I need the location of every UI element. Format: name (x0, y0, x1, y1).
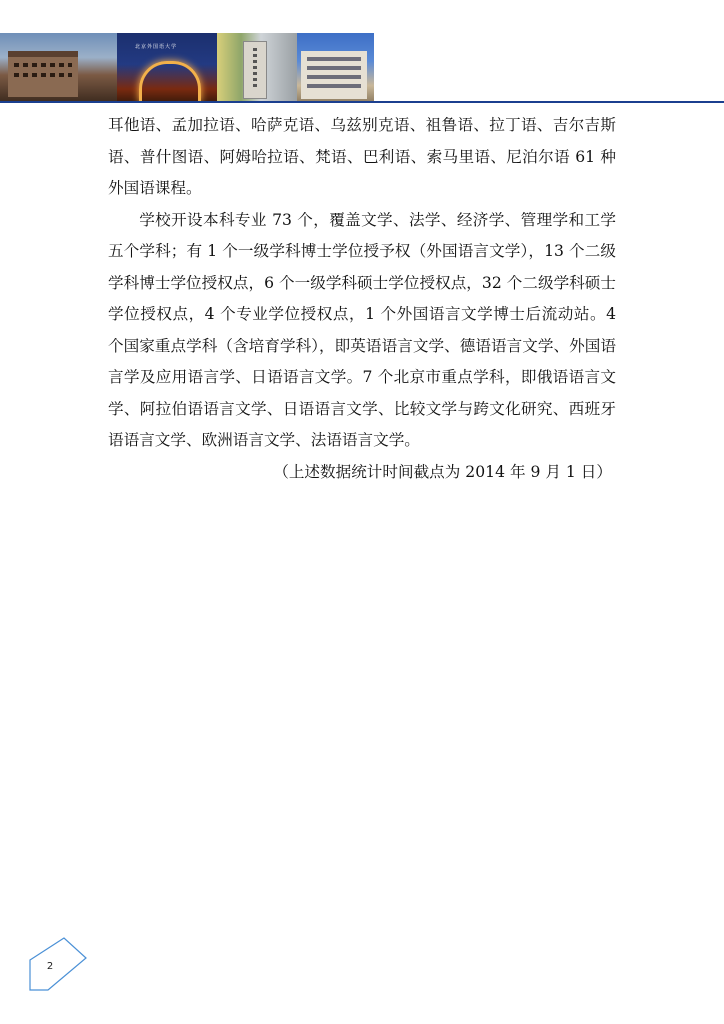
data-date-note: （上述数据统计时间截点为 2014 年 9 月 1 日） (273, 462, 612, 481)
header-banner (0, 33, 374, 103)
page-number: 2 (46, 961, 54, 972)
paragraph-languages: 耳他语、孟加拉语、哈萨克语、乌兹别克语、祖鲁语、拉丁语、吉尔吉斯语、普什图语、阿姆哈拉语、梵语、巴利语、索马里语、尼泊尔语 61 种外国语课程。 (108, 116, 616, 197)
campus-photo-building (0, 33, 117, 103)
header-rule-left (0, 101, 374, 103)
document-body (108, 110, 616, 488)
paragraph-programs: 学校开设本科专业 73 个，覆盖文学、法学、经济学、管理学和工学五个学科；有 1 个一级学科博士学位授予权（外国语言文学），13 个二级学科博士学位授权点，6 个一级学科硕士学位授权点，32 个二级学科硕士学位授权点，4 个专业学位授权点，1 个外国语言文学博士后流动站。4 个国家重点学科（含培育学科），即英语语言文学、德语语言文学、外国语言学及应用语言学、日语语言文学。7 个北京市重点学科，即俄语语言文学、阿拉伯语语言文学、日语语言文学、比较文学与跨文化研究、西班牙语语言文学、欧洲语言文学、法语语言文学。 (108, 210, 616, 449)
campus-photo-library (297, 33, 374, 103)
campus-photo-gate (117, 33, 217, 103)
header-rule (372, 101, 724, 103)
campus-photo-stone (217, 33, 297, 103)
gate-sign-text: 北京外国语大学 (135, 44, 178, 50)
